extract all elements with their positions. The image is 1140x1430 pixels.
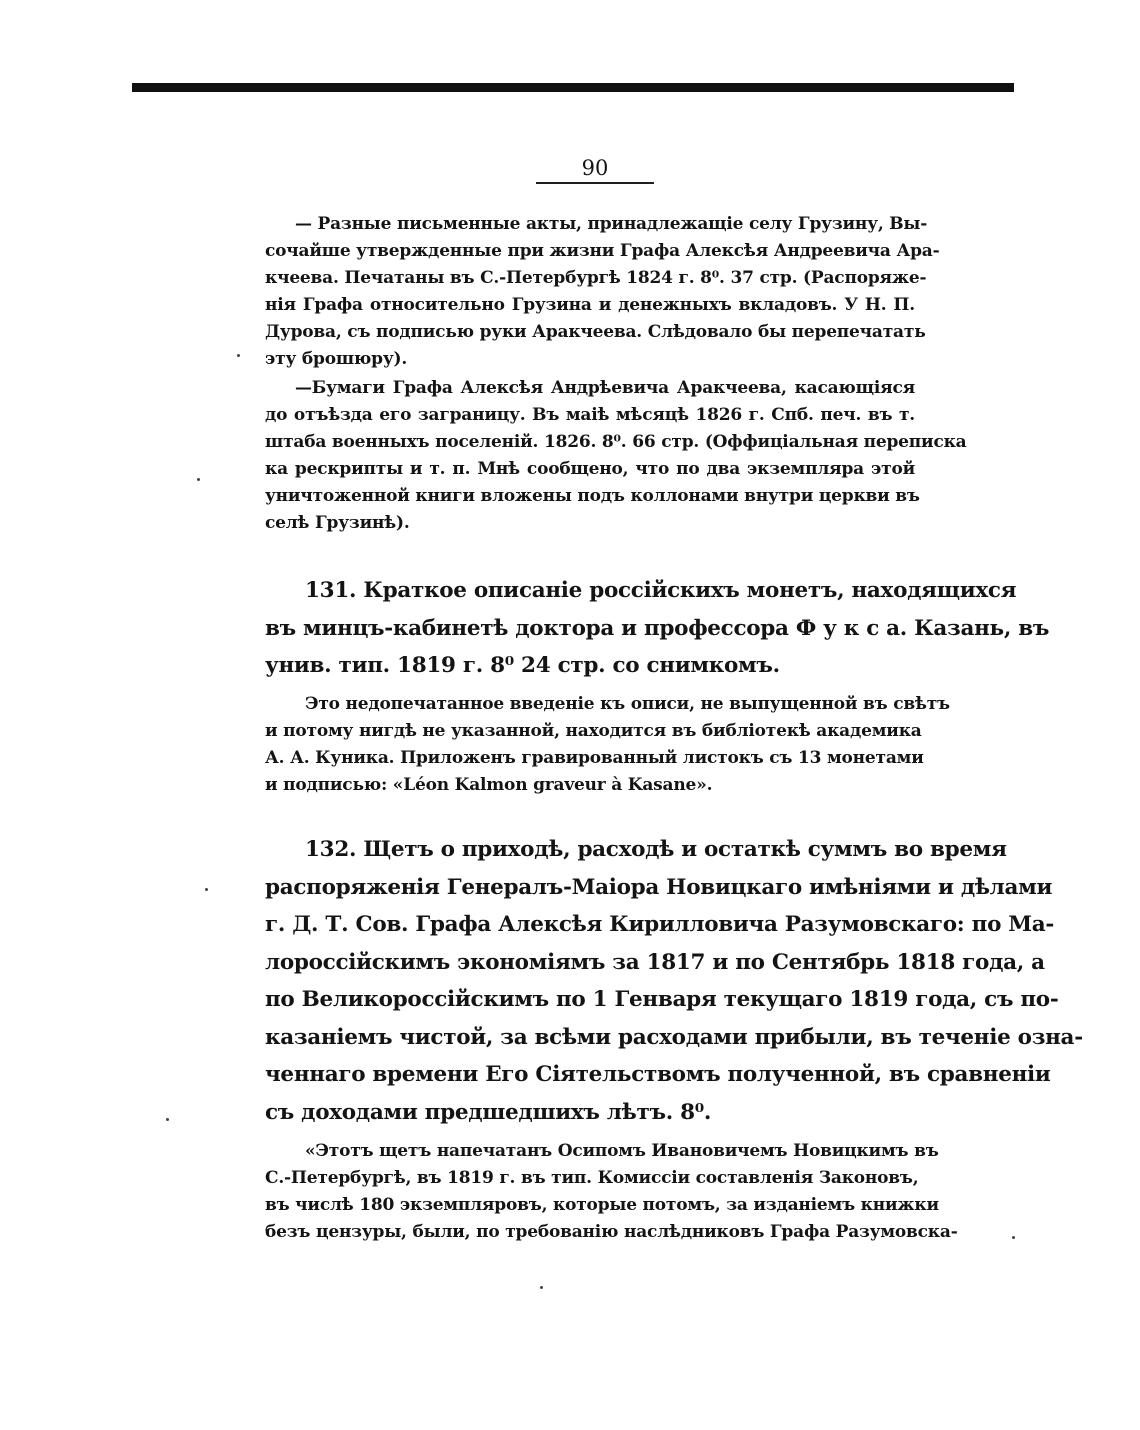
scan-speck — [1012, 1236, 1015, 1239]
top-rule — [132, 83, 1014, 92]
scan-speck — [237, 354, 240, 357]
scan-speck — [540, 1286, 543, 1289]
text-line: кчеева. Печатаны въ С.-Петербургѣ 1824 г. 8⁰. 37 стр. (Распоряже- — [265, 268, 927, 288]
text-line: съ доходами предшедшихъ лѣтъ. 8⁰. — [265, 1099, 712, 1125]
entry-131-title — [265, 572, 1050, 685]
text-line: лороссійскимъ экономіямъ за 1817 и по Сентябрь 1818 года, а — [265, 949, 1045, 975]
text-line: казаніемъ чистой, за всѣми расходами прибыли, въ теченіе озна- — [265, 1024, 1083, 1050]
text-line: С.-Петербургѣ, въ 1819 г. въ тип. Комиссіи составленія Законовъ, — [265, 1168, 919, 1188]
text-line: —Бумаги Графа Алексѣя Андрѣевича Аракчеева, касающіяся — [295, 378, 915, 398]
text-line: ченнаго времени Его Сіятельствомъ полученной, въ сравненіи — [265, 1062, 1051, 1087]
text-line: нія Графа относительно Грузина и денежныхъ вкладовъ. У Н. П. — [265, 295, 915, 315]
text-line: Дурова, съ подписью руки Аракчеева. Слѣдовало бы перепечатать — [265, 322, 926, 342]
text-line: уничтоженной книги вложены подъ коллонами внутри церкви въ — [265, 486, 920, 506]
entry-131-note — [265, 691, 950, 799]
page-number: 90 — [581, 156, 609, 180]
text-line: безъ цензуры, были, по требованію наслѣдниковъ Графа Разумовска- — [265, 1222, 958, 1242]
text-line: г. Д. Т. Сов. Графа Алексѣя Кирилловича Разумовскаго: по Ма- — [265, 912, 1055, 937]
entry-bumagi — [265, 375, 967, 537]
text-line: сочайше утвержденные при жизни Графа Алексѣя Андреевича Ара- — [265, 241, 940, 261]
text-line: по Великороссійскимъ по 1 Генваря текущаго 1819 года, съ по- — [265, 987, 1059, 1012]
scan-speck — [205, 888, 208, 891]
text-line: А. А. Куника. Приложенъ гравированный листокъ съ 13 монетами — [265, 748, 924, 768]
scan-speck — [197, 478, 200, 481]
page-number-underline — [536, 182, 654, 184]
text-line: до отъѣзда его заграницу. Въ маіѣ мѣсяцѣ 1826 г. Спб. печ. въ т. — [265, 405, 915, 425]
text-line: и потому нигдѣ не указанной, находится въ библіотекѣ академика — [265, 721, 922, 741]
text-line: Это недопечатанное введеніе къ описи, не выпущенной въ свѣтъ — [305, 694, 950, 714]
text-line: въ минцъ-кабинетѣ доктора и профессора Ф у к с а. Казань, въ — [265, 615, 1050, 641]
text-line: селѣ Грузинѣ). — [265, 513, 410, 533]
entry-aktov — [265, 211, 940, 373]
text-line: эту брошюру). — [265, 349, 408, 369]
text-line: и подписью: «Léon Kalmon graveur à Kasane». — [265, 775, 713, 795]
text-line: штаба военныхъ поселеній. 1826. 8⁰. 66 стр. (Оффиціальная переписка — [265, 432, 967, 452]
text-line: унив. тип. 1819 г. 8⁰ 24 стр. со снимкомъ. — [265, 653, 780, 678]
text-line: — Разные письменные акты, принадлежащіе селу Грузину, Вы- — [295, 214, 928, 234]
text-line: распоряженія Генералъ-Маіора Новицкаго имѣніями и дѣлами — [265, 874, 1053, 900]
entry-132-title — [265, 831, 1083, 1131]
text-line: 132. Щетъ о приходѣ, расходѣ и остаткѣ суммъ во время — [305, 837, 1007, 862]
text-line: 131. Краткое описаніе россійскихъ монетъ, находящихся — [305, 578, 1017, 603]
text-line: ка рескрипты и т. п. Мнѣ сообщено, что по два экземпляра этой — [265, 459, 915, 479]
entry-132-note — [265, 1138, 958, 1246]
text-line: въ числѣ 180 экземпляровъ, которые потомъ, за изданіемъ книжки — [265, 1195, 939, 1215]
text-line: «Этотъ щетъ напечатанъ Осипомъ Ивановичемъ Новицкимъ въ — [305, 1141, 939, 1161]
scan-speck — [166, 1118, 169, 1121]
